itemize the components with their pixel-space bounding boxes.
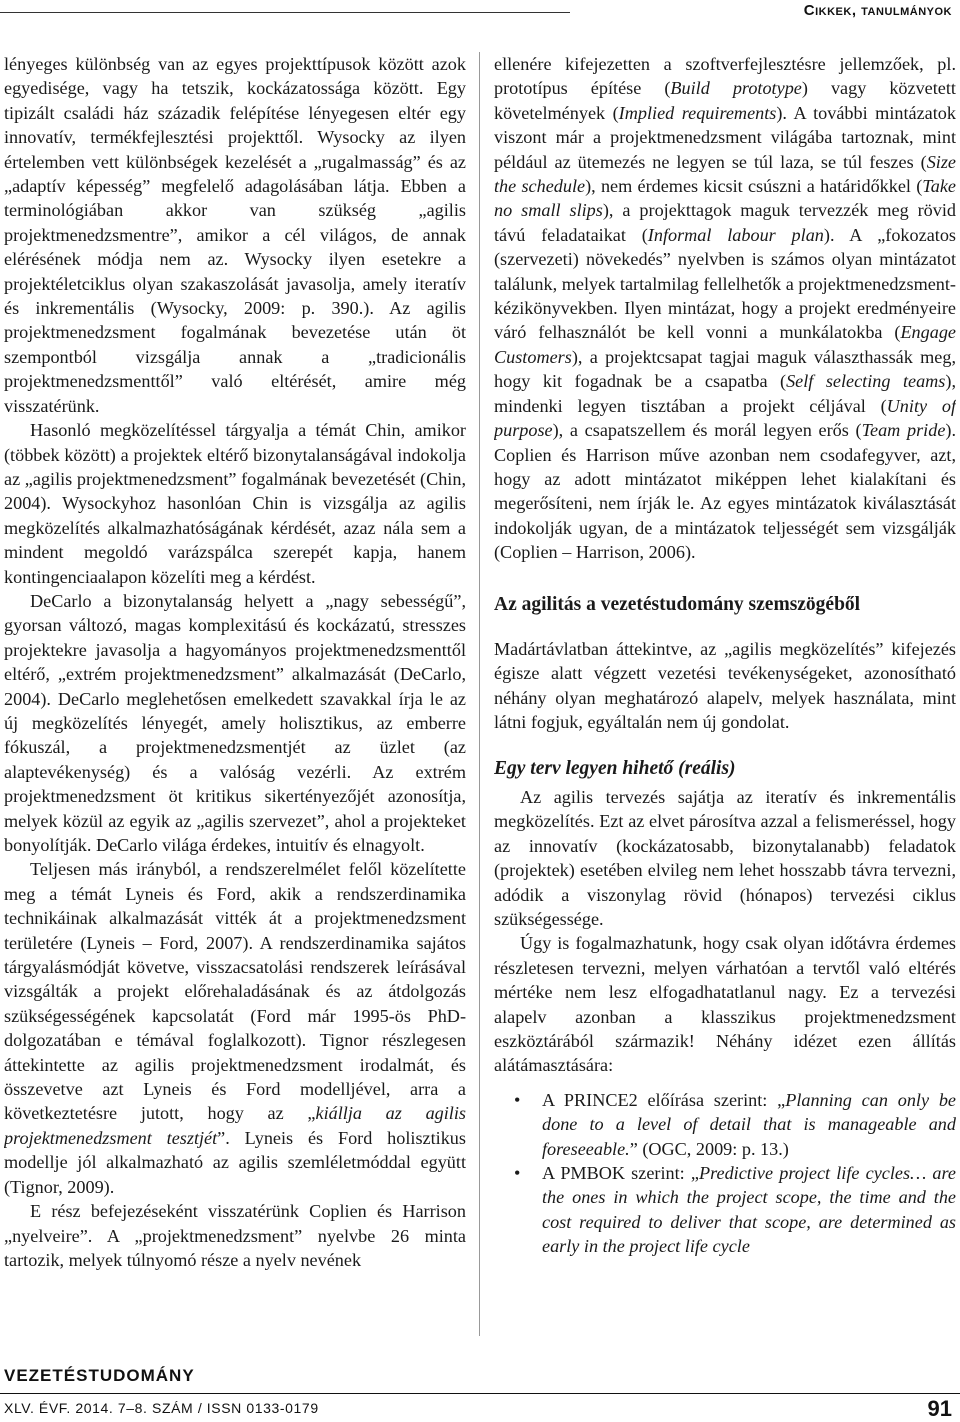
- italic-term: Take no small slips: [494, 176, 956, 221]
- text-span: ). A „fokozatos (szervezeti) növekedés” nyelvben is számos olyan mintázatot találunk, melyek tartalmilag fellelhetők a projektmenedzsment-kézikönyvekben. Ilyen mintázat, hogy a projekt eredményeire váró felhasználót be kell vonni a munkálatokba (: [494, 224, 956, 343]
- right-column: [494, 52, 956, 1342]
- section-title: Cikkek, tanulmányok: [803, 2, 952, 19]
- footer-rule: [0, 1393, 960, 1394]
- page-number: 91: [927, 1396, 952, 1421]
- subsection-heading: Egy terv legyen hihető (reális): [494, 757, 736, 779]
- quote-list: [494, 1088, 956, 1259]
- right-paragraph-1: [494, 52, 956, 565]
- text-span: ), a projekttagok maguk tervezzék meg rövid távú feladataikat (: [494, 200, 956, 245]
- italic-term: Informal labour plan: [647, 224, 824, 245]
- text-span: ellenére kifejezetten a szoftverfejlesztésre jellemzőek, pl. prototípus építése (: [494, 54, 956, 99]
- right-paragraph-4: Úgy is fogalmazhatunk, hogy csak olyan időtávra érdemes részletesen tervezni, melyen várhatóan a tervtől való eltérés mértéke nem lesz elfogadhatatlanul nagy. Ez a tervezési alapelv azonban a klasszikus projektmenedzsment eszköztárából származik! Néhány idézet ezen állítás alátámasztására:: [494, 933, 956, 1076]
- text-span: Teljesen más irányból, a rendszerelmélet felől közelítette meg a témát Lyneis és Ford, akik a rendszerdinamika technikáinak alkalmazását vitték át a projektmenedzsment területére (Lyneis – Ford, 2007). A rendszerdinamika sajátos tárgyalásmódját követve, visszacsatolási rendszerek leírásával vizsgálták a projekt előrehaladásának és az átdolgozás szükségességének kapcsolatát (Ford már 1995-ös PhD-dolgozatában e témával foglalkozott). Tignor részlegesen áttekintette az agilis projektmenedzsment irodalmát, és összevetve azt Lyneis és Ford modelljével, arra a következtetésre jutott, hogy az „: [4, 859, 466, 1124]
- text-span: ), a csapatszellem és morál legyen erős (: [552, 420, 862, 441]
- text-span: ). A további mintázatok viszont már a projektmenedzsment világába tartoznak, mint például az ütemezés ne legyen se túl laza, se túl feszes (: [494, 102, 956, 172]
- left-paragraph-3: DeCarlo a bizonytalanság helyett a „nagy sebességű”, gyorsan változó, magas komplexitású és kockázatú, stresszes projektekre javasolja a hagyományos projektmenedzsmenttől eltérő, „extrém projektmenedzsment” alkalmazását (DeCarlo, 2004). DeCarlo meglehetősen emelkedett szavakkal írja le az új megközelítés lényegét, amely holisztikus, az emberre fókuszál, a projektmenedzsmentjét az üzlet (az alaptevékenység) és a valóság vezérli. Az extrém projektmenedzsment öt kritikus sikertényezőjét azonosítja, melyek közül az egyik az „agilis szervezet”, ahol a projekteket bonyolítják. DeCarlo világa érdekes, intuitív és elnagyolt.: [4, 590, 466, 855]
- text-span: ), mindenki legyen tisztában a projekt céljával (: [494, 371, 956, 416]
- left-column: [4, 52, 466, 1342]
- italic-quote: kiállja az agilis projektmenedzsment tesztjét: [4, 1103, 466, 1148]
- bullet-icon: •: [514, 1163, 521, 1184]
- text-span: ” (OGC, 2009: p. 13.): [629, 1138, 789, 1159]
- issue-info: XLV. ÉVF. 2014. 7–8. SZÁM / ISSN 0133-0179: [4, 1400, 319, 1416]
- journal-brand: VEZETÉSTUDOMÁNY: [4, 1366, 195, 1385]
- column-divider: [479, 52, 480, 1336]
- list-item: [514, 1088, 956, 1161]
- italic-term: Engage Customers: [494, 322, 956, 367]
- text-span: ), nem érdemes kicsit csúszni a határidőkkel (: [585, 176, 923, 197]
- italic-term: Team pride: [861, 420, 946, 441]
- text-span: ). Coplien és Harrison műve azonban nem csodafegyver, azt, hogy az adott mintázatot miképpen lehet kialakítani és megerősíteni, nem írják le. Az egyes mintázatok kiválasztását indokolják ugyan, de a mintázatok teljességét sem vizsgálják (Coplien – Harrison, 2006).: [494, 420, 956, 563]
- section-heading: Az agilitás a vezetéstudomány szemszögéből: [494, 593, 861, 615]
- left-paragraph-5: E rész befejezéseként visszatérünk Coplien és Harrison „nyelveire”. A „projektmenedzsment” nyelvbe 26 minta tartozik, melyek túlnyomó része a nyelv nevének: [4, 1201, 466, 1270]
- text-span: A PMBOK szerint: „: [542, 1163, 699, 1184]
- text-span: ”. Lyneis és Ford holisztikus modellje jól alkalmazható az agilis szemléletmóddal együtt (Tignor, 2009).: [4, 1127, 466, 1197]
- text-span: ) vagy közvetett követelmények (: [494, 78, 956, 123]
- right-paragraph-3: Az agilis tervezés sajátja az iteratív és inkrementális megközelítés. Ezt az elvet párosítva azzal a felismeréssel, hogy az innovatív (kockázatosabb, bizonytalanabb) feladatok (projektek) esetében elvileg nem lehet hosszabb távra tervezni, adódik a viszonylag rövid (hónapos) tervezési ciklus szükségessége.: [494, 786, 956, 929]
- bullet-icon: •: [514, 1089, 521, 1110]
- italic-quote: Predictive project life cycles… are the ones in which the project scope, the time and the cost required to deliver that scope, are determined as early in the project life cycle: [542, 1163, 956, 1257]
- italic-term: Size the schedule: [494, 151, 956, 197]
- italic-term: Implied requirements: [618, 102, 777, 123]
- italic-quote: Planning can only be done to a level of detail that is manageable and foreseeable.: [542, 1089, 956, 1159]
- right-paragraph-2: Madártávlatban áttekintve, az „agilis megközelítés” kifejezés égisze alatt végzett vezetési tevékenységeket, azonosítható néhány olyan meghatározó alapelv, melyek használata, mint látni fogjuk, egyáltalán nem új gondolat.: [494, 638, 956, 733]
- list-item: [514, 1161, 956, 1259]
- left-paragraph-2: Hasonló megközelítéssel tárgyalja a témát Chin, amikor (többek között) a projektek eltérő bizonytalanságával indokolja az „agilis projektmenedzsment” fogalmának bevezetését (Chin, 2004). Wysockyhoz hasonlóan Chin is vizsgálja az agilis megközelítés alkalmazhatóságának kérdését, azaz nála sem a mindent megoldó varázspálca szerepét kapja, hanem kontingenciaalapon közelíti meg a kérdést.: [4, 420, 466, 587]
- running-header: [0, 0, 960, 32]
- italic-term: Self selecting teams: [786, 371, 946, 392]
- text-span: ), a projektcsapat tagjai maguk választhassák meg, hogy kit fogadnak be a csapatba (: [494, 346, 956, 392]
- left-paragraph-4: [4, 857, 466, 1199]
- italic-term: Unity of purpose: [494, 395, 956, 441]
- text-span: A PRINCE2 előírása szerint: „: [542, 1089, 786, 1110]
- header-rule: [0, 12, 570, 13]
- left-paragraph-1: lényeges különbség van az egyes projekttípusok között azok egyedisége, vagy ha tetszik, kockázatossága között. Egy tipizált családi ház századik felépítése lényegesen eltér egy innovatív, termékfejlesztési projekttől. Wysocky az ilyen értelemben vett különbségek kezelését a „rugalmasság” és az „adaptív képesség” megfelelő adagolásában látja. Ebben a terminológiában akkor van szükség „agilis projektmenedzsmentre”, amikor a cél világos, de annak elérésének módja nem az. Wysocky ilyen esetekre a projektéletciklus olyan szakaszolását javasolja, amely iteratív és inkrementális (Wysocky, 2009: p. 390.). Az agilis projektmenedzsment fogalmának bevezetése után öt szempontból vizsgálja annak a „tradicionális projektmenedzsmenttől” való eltérését, amire még visszatérünk.: [4, 54, 466, 416]
- italic-term: Build prototype: [670, 78, 802, 99]
